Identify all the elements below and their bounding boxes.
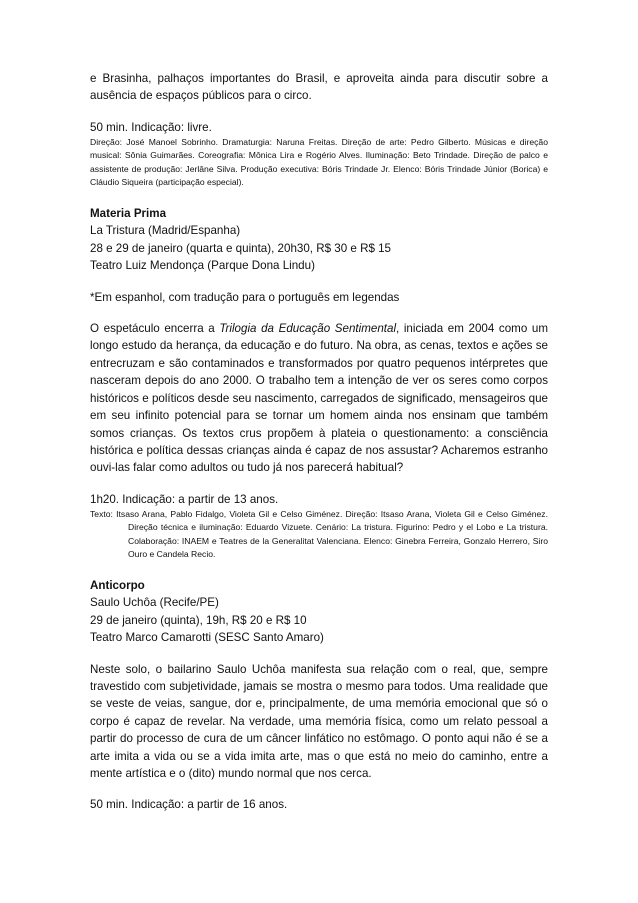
show-description: Neste solo, o bailarino Saulo Uchôa manifesta sua relação com o real, que, sempre travestido com subjetividade, jamais se mostra o mesmo para todos. Uma realidade que se veste de veias, sangue, dor e, principalmente, de uma memória emocional que só o corpo é capaz de revelar. Na verdade, uma memória física, como um relato pessoal a partir do processo de cura de um câncer linfático no estômago. O ponto aqui não é se a arte imita a vida ou se a vida imita arte, mas o que está no meio do caminho, entre a mente artística e o (dito) mundo normal que nos cerca. [90,662,548,780]
intro-credits: Direção: José Manoel Sobrinho. Dramaturgia: Naruna Freitas. Direção de arte: Pedro Gilberto. Músicas e direção musical: Sônia Guimarães. Coreografia: Mônica Lira e Rogério Alves. Iluminação: Beto Trindade. Direção de palco e assistente de produção: Jerlâne Silva. Produção executiva: Bóris Trindade Jr. Elenco: Bóris Trindade Júnior (Borica) e Cláudio Siqueira (participação especial). [90,137,548,187]
intro-paragraph: e Brasinha, palhaços importantes do Brasil, e aproveita ainda para discutir sobre a ausência de espaços públicos para o circo. [90,72,548,103]
show-dates: 28 e 29 de janeiro (quarta e quinta), 20h30, R$ 30 e R$ 15 [90,241,392,255]
intro-duration: 50 min. Indicação: livre. [90,120,212,134]
show-duration: 1h20. Indicação: a partir de 13 anos. [90,492,279,506]
desc-before: O espetáculo encerra a [90,322,220,336]
show-duration: 50 min. Indicação: a partir de 16 anos. [90,798,288,812]
desc-after: , iniciada em 2004 como um longo estudo da herança, da educação e do futuro. Na obra, as cenas, textos e ações se entrecruzam e são contaminados e transformados por quatro pequenos intérpretes que nasceram depois do ano 2000. O trabalho tem a intenção de ver os seres como corpos históricos e políticos desde seu nascimento, carregados de significado, mensageiros que em seu infinito potencial para se tornar um homem ainda nos ensinam que também somos crianças. Os textos crus propõem à plateia o questionamento: a consciência histórica e política dessas crianças ainda é capaz de nos assustar? Acharemos estranho ouvi-las falar como adultos ou tudo já nos parecerá habitual? [90,322,548,475]
show-title: Anticorpo [90,578,145,592]
show-materia-prima [90,205,548,275]
show-venue: Teatro Luiz Mendonça (Parque Dona Lindu) [90,259,315,273]
show-venue: Teatro Marco Camarotti (SESC Santo Amaro) [90,631,324,645]
show-description [90,320,548,477]
show-title: Materia Prima [90,207,167,221]
desc-italic-title: Trilogia da Educação Sentimental [219,322,397,336]
show-company: La Tristura (Madrid/Espanha) [90,224,241,238]
show-dates: 29 de janeiro (quinta), 19h, R$ 20 e R$ 10 [90,613,307,627]
show-company: Saulo Uchôa (Recife/PE) [90,596,219,610]
show-credits: Texto: Itsaso Arana, Pablo Fidalgo, Violeta Gil e Celso Giménez. Direção: Itsaso Arana, Violeta Gil e Celso Giménez. Direção técnica e iluminação: Eduardo Vizuete. Cenário: La tristura. Figurino: Pedro y el Lobo e La tristura. Colaboração: INAEM e Teatres de la Generalitat Valenciana. Elenco: Ginebra Ferreira, Gonzalo Herrero, Siro Ouro e Candela Recio. [90,509,548,559]
document-page [90,70,548,814]
language-note: *Em espanhol, com tradução para o português em legendas [90,290,400,304]
show-anticorpo [90,577,548,647]
